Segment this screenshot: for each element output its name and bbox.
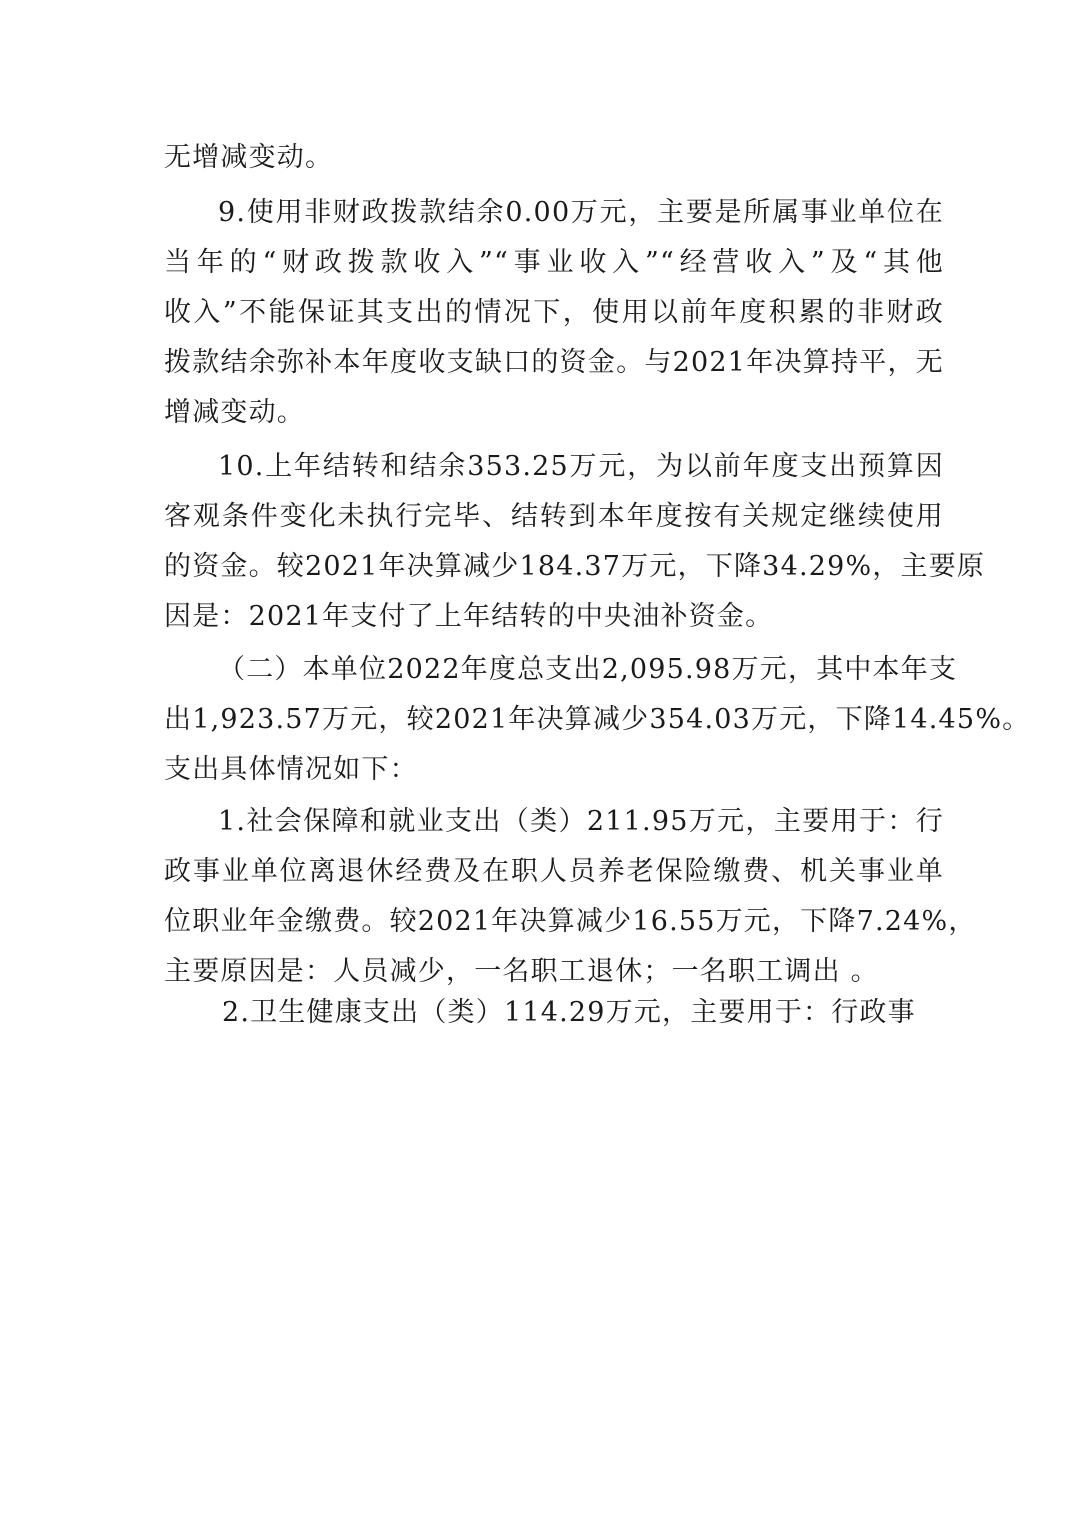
text-line-15: 政事业单位离退休经费及在职人员养老保险缴费、机关事业单 — [164, 856, 944, 887]
text-line-7: 10.上年结转和结余353.25万元，为以前年度支出预算因 — [218, 451, 944, 482]
text-line-10: 因是：2021年支付了上年结转的中央油补资金。 — [164, 601, 774, 632]
text-line-12: 出1,923.57万元，较2021年决算减少354.03万元，下降14.45%。 — [164, 704, 1031, 735]
text-line-11: （二）本单位2022年度总支出2,095.98万元，其中本年支 — [218, 654, 958, 685]
text-line-9: 的资金。较2021年决算减少184.37万元，下降34.29%，主要原 — [164, 551, 986, 582]
text-line-17: 主要原因是：人员减少，一名职工退休；一名职工调出 。 — [164, 956, 879, 987]
text-line-2: 9.使用非财政拨款结余0.00万元，主要是所属事业单位在 — [218, 197, 944, 228]
text-line-14: 1.社会保障和就业支出（类）211.95万元，主要用于：行 — [218, 806, 944, 837]
text-line-8: 客观条件变化未执行完毕、结转到本年度按有关规定继续使用 — [164, 501, 944, 532]
text-line-1: 无增减变动。 — [164, 142, 334, 173]
text-line-16: 位职业年金缴费。较2021年决算减少16.55万元，下降7.24%， — [164, 906, 977, 937]
text-line-5: 拨款结余弥补本年度收支缺口的资金。与2021年决算持平，无 — [164, 347, 944, 378]
text-line-3: 当年的“财政拨款收入”“事业收入”“经营收入”及“其他 — [164, 247, 944, 278]
text-line-13: 支出具体情况如下： — [164, 754, 418, 785]
text-line-6: 增减变动。 — [164, 397, 305, 428]
text-line-18: 2.卫生健康支出（类）114.29万元，主要用于：行政事 — [222, 997, 916, 1028]
text-line-4: 收入”不能保证其支出的情况下，使用以前年度积累的非财政 — [164, 297, 944, 328]
